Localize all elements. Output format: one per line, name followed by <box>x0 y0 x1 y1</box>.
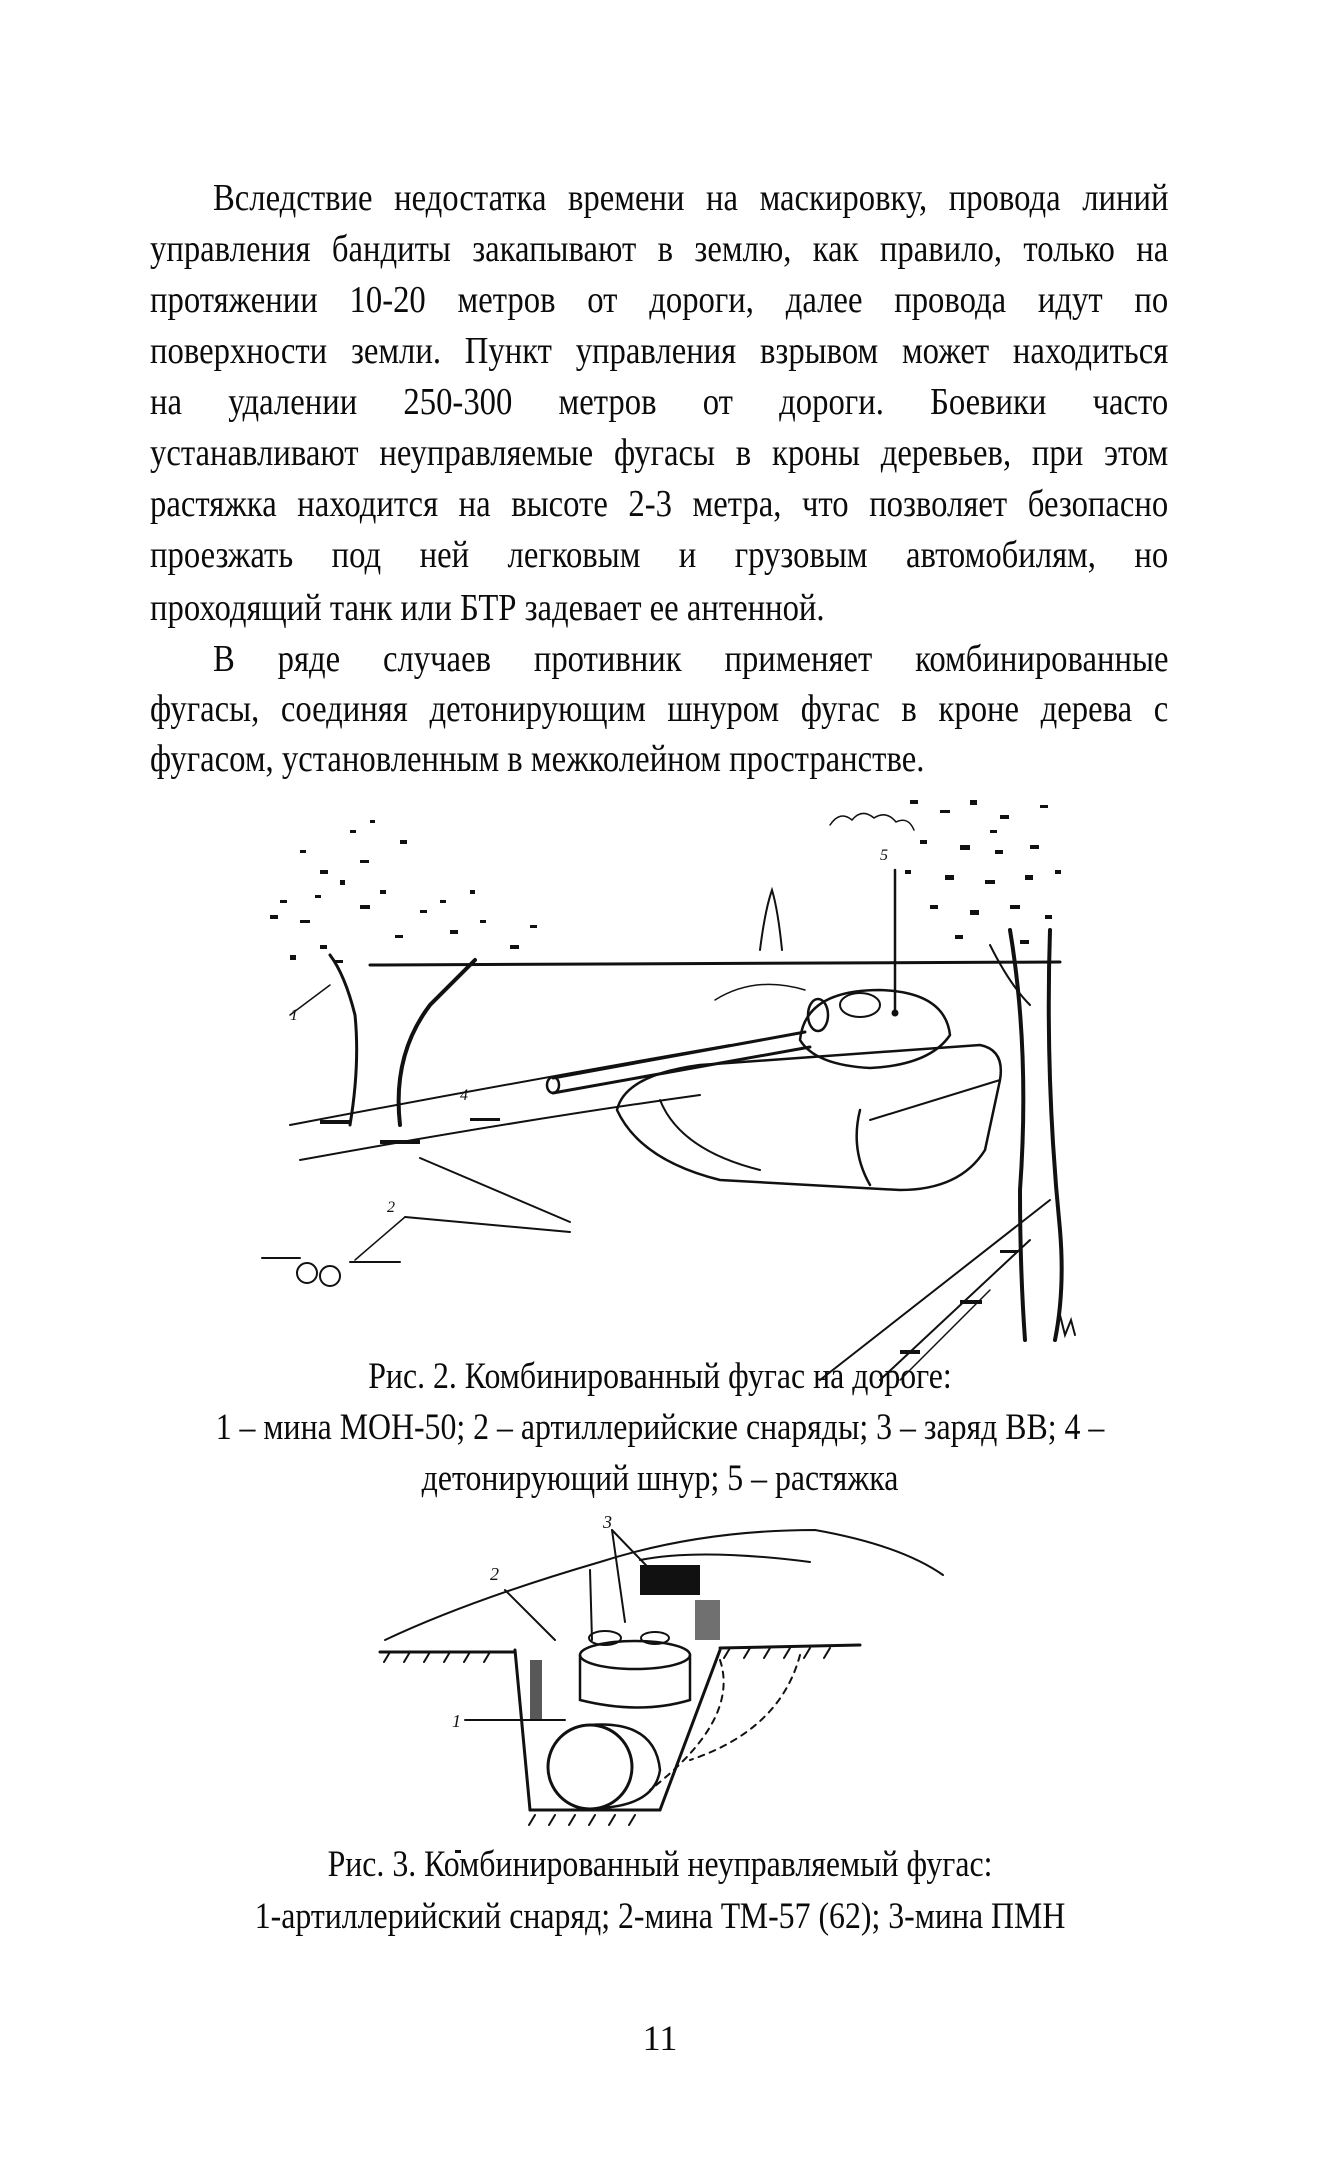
figure-label: 1 <box>290 1007 298 1024</box>
right-tree-foliage <box>905 800 1061 944</box>
figure-label: 4 <box>460 1087 468 1104</box>
figure-label: 2 <box>490 1564 499 1584</box>
text-line: проезжать под ней легковым и грузовым автомобилям, но <box>150 536 1169 576</box>
caption-title: Рис. 2. Комбинированный фугас на дороге: <box>368 1356 952 1397</box>
figure-3-illustration <box>370 1505 950 1870</box>
text-line: проходящий танк или БТР задевает ее антенной. <box>150 587 825 629</box>
text-line: Вследствие недостатка времени на маскировку, провода линий <box>213 179 1169 219</box>
caption-legend: 1 – мина МОН-50; 2 – артиллерийские снаряды; 3 – заряд ВВ; 4 – <box>215 1407 1105 1448</box>
text-line: В ряде случаев противник применяет комбинированные <box>213 640 1169 680</box>
page-number: 11 <box>642 2018 678 2058</box>
text-line: управления бандиты закапывают в землю, как правило, только на <box>150 230 1169 270</box>
figure-2-illustration <box>255 790 1085 1395</box>
text-line: фугасом, установленным в межколейном пространстве. <box>150 738 925 780</box>
text-line: на удалении 250-300 метров от дороги. Боевики часто <box>150 383 1169 423</box>
text-line: растяжка находится на высоте 2-3 метра, что позволяет безопасно <box>150 485 1169 525</box>
caption-title: Рис. 3. Комбинированный неуправляемый фугас: <box>327 1844 993 1885</box>
text-line: устанавливают неуправляемые фугасы в кроны деревьев, при этом <box>150 434 1169 474</box>
text-line: протяжении 10-20 метров от дороги, далее провода идут по <box>150 281 1169 321</box>
caption-legend: детонирующий шнур; 5 – растяжка <box>421 1458 899 1499</box>
text-line: фугасы, соединяя детонирующим шнуром фугас в кроне дерева с <box>150 690 1169 730</box>
text-line: поверхности земли. Пункт управления взрывом может находиться <box>150 332 1169 372</box>
caption-legend: 1-артиллерийский снаряд; 2-мина ТМ-57 (62); 3-мина ПМН <box>254 1896 1066 1937</box>
figure-label: 5 <box>880 847 888 864</box>
figure-label: 3 <box>603 1512 612 1532</box>
road-hatching <box>320 1118 1018 1354</box>
figure-label: 2 <box>387 1199 395 1216</box>
figure-label: 1 <box>452 1711 461 1731</box>
left-tree-foliage <box>270 820 537 963</box>
